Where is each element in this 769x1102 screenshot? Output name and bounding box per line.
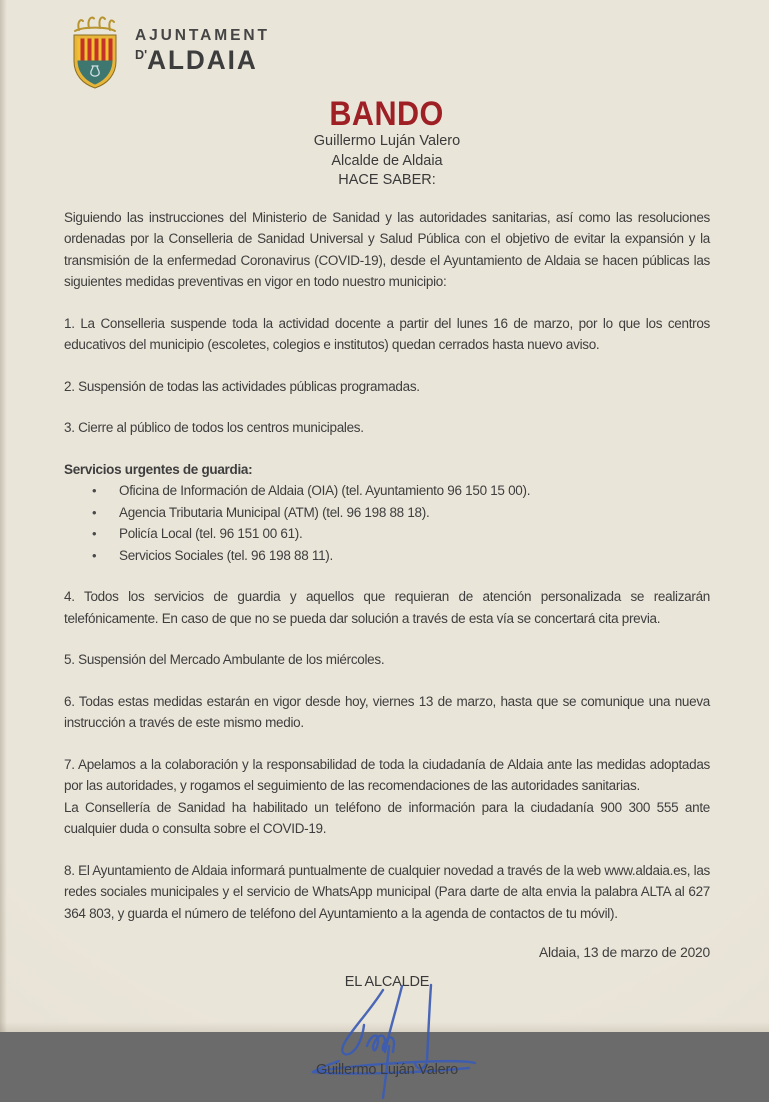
- guardia-item: [64, 480, 710, 502]
- signature-name: Guillermo Luján Valero: [315, 1062, 459, 1079]
- role-line: Alcalde de Aldaia: [331, 152, 443, 169]
- signature-block: [217, 990, 557, 1102]
- measure-6: 6. Todas estas medidas estarán en vigor desde hoy, viernes 13 de marzo, hasta que se comunique una nueva instrucción a través de este mismo medio.: [64, 693, 710, 731]
- signature-scribble: [217, 984, 557, 1102]
- doc-title: BANDO: [329, 95, 445, 133]
- title-block: [64, 96, 710, 191]
- measure-2: 2. Suspensión de todas las actividades públicas programadas.: [64, 378, 420, 394]
- bullet-dot-icon: •: [92, 526, 97, 542]
- bullet-dot-icon: •: [92, 483, 97, 498]
- hace-saber-line: HACE SABER:: [338, 172, 436, 188]
- guardia-item-text: Servicios Sociales (tel. 96 198 88 11).: [119, 547, 333, 563]
- measure-7: 7. Apelamos a la colaboración y la responsabilidad de toda la ciudadanía de Aldaia ante las medidas adoptadas por las autoridades, y rogamos el seguimiento de las recomendaciones de las autoridades sanitarias.: [64, 756, 710, 794]
- org-name: [135, 28, 274, 74]
- bullet-dot-icon: •: [92, 547, 97, 563]
- org-name-line2: [135, 47, 270, 74]
- measure-3: 3. Cierre al público de todos los centros municipales.: [64, 420, 364, 435]
- bullet-dot-icon: •: [92, 504, 97, 520]
- intro-paragraph: Siguiendo las instrucciones del Ministerio de Sanidad y las autoridades sanitarias, así como las resoluciones ordenadas por la Conselleria de Sanidad Universal y Salud Pública con el objetivo de evitar la expansión y la transmisión de la enfermedad Coronavirus (COVID-19), desde el Ayuntamiento de Aldaia se hacen públicas las siguientes medidas preventivas en vigor en todo nuestro municipio:: [64, 209, 710, 289]
- guardia-item-text: Policía Local (tel. 96 151 00 61).: [119, 526, 303, 542]
- measure-5: 5. Suspensión del Mercado Ambulante de los miércoles.: [64, 652, 385, 668]
- guardia-item: [64, 545, 710, 567]
- measure-4: 4. Todos los servicios de guardia y aquellos que requieran de atención personalizada se realizarán telefónicamente. En caso de que no se pueda dar solución a través de esta vía se concertará cita previa.: [64, 589, 710, 626]
- dateline: Aldaia, 13 de marzo de 2020: [538, 945, 710, 961]
- measure-7-continuation: La Consellería de Sanidad ha habilitado un teléfono de información para la ciudadanía 900 300 555 ante cualquier duda o consulta sobre el COVID-19.: [64, 799, 710, 837]
- org-name-main: ALDAIA: [147, 45, 258, 75]
- measure-1: 1. La Conselleria suspende toda la actividad docente a partir del lunes 16 de marzo, por lo que los centros educativos del municipio (escoletes, colegios e institutos) quedan cerrados hasta nuevo aviso.: [64, 315, 710, 352]
- measure-8: 8. El Ayuntamiento de Aldaia informará puntualmente de cualquier novedad a través de la web www.aldaia.es, las redes sociales municipales y el servicio de WhatsApp municipal (Para darte de alta envia la palabra ALTA al 627 364 803, y guarda el número de teléfono del Ayuntamiento a la agenda de contactos de tu móvil).: [64, 862, 710, 921]
- guardia-heading: Servicios urgentes de guardia:: [64, 461, 253, 477]
- letterhead: [68, 10, 710, 96]
- crown-icon: [75, 17, 115, 31]
- signature-title: EL ALCALDE: [344, 974, 430, 991]
- org-name-line1: AJUNTAMENT: [135, 27, 270, 44]
- guardia-item: [64, 502, 710, 524]
- org-name-prefix: D': [135, 47, 148, 62]
- guardia-list: [64, 480, 710, 566]
- aldaia-crest-icon: [68, 14, 122, 97]
- author-line: Guillermo Luján Valero: [313, 133, 461, 149]
- guardia-item-text: Agencia Tributaria Municipal (ATM) (tel. 96 198 88 18).: [119, 504, 430, 520]
- guardia-item: [64, 523, 710, 545]
- guardia-item-text: Oficina de Información de Aldaia (OIA) (tel. Ayuntamiento 96 150 15 00).: [119, 483, 531, 498]
